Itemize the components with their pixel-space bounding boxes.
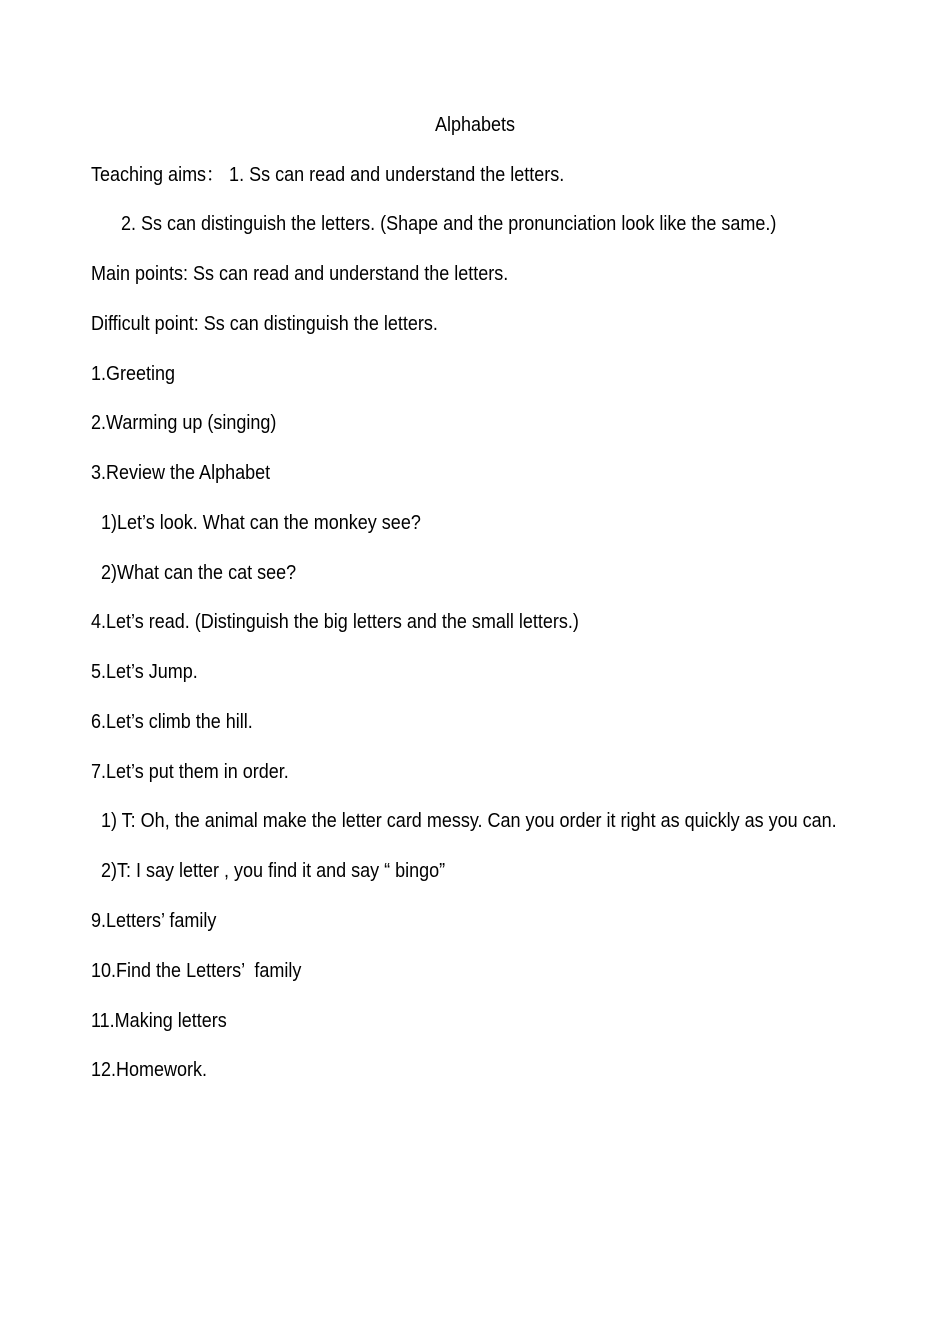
order-substep-2: 2)T: I say letter , you find it and say “ bingo” [101, 860, 446, 882]
step-letters-family: 9.Letters’ family [91, 910, 217, 932]
teaching-aims-line-2: 2. Ss can distinguish the letters. (Shape and the pronunciation look like the same.) [121, 213, 777, 235]
review-substep-2: 2)What can the cat see? [101, 562, 297, 584]
review-substep-1: 1)Let’s look. What can the monkey see? [101, 512, 421, 534]
step-put-in-order: 7.Let’s put them in order. [91, 761, 289, 783]
step-homework: 12.Homework. [91, 1059, 208, 1081]
step-greeting: 1.Greeting [91, 363, 176, 385]
step-review-alphabet: 3.Review the Alphabet [91, 462, 271, 484]
step-making-letters: 11.Making letters [91, 1010, 227, 1032]
main-points: Main points: Ss can read and understand the letters. [91, 263, 509, 285]
step-climb-hill: 6.Let’s climb the hill. [91, 711, 253, 733]
step-warming-up: 2.Warming up (singing) [91, 412, 277, 434]
order-substep-1: 1) T: Oh, the animal make the letter card messy. Can you order it right as quickly as you can. [101, 810, 837, 832]
step-lets-read: 4.Let’s read. (Distinguish the big letters and the small letters.) [91, 611, 579, 633]
difficult-point: Difficult point: Ss can distinguish the letters. [91, 313, 438, 335]
teaching-aims-line-1: Teaching aims： 1. Ss can read and understand the letters. [91, 164, 565, 186]
step-find-letters-family: 10.Find the Letters’ family [91, 960, 302, 982]
step-lets-jump: 5.Let’s Jump. [91, 661, 198, 683]
document-title: Alphabets [434, 114, 516, 136]
